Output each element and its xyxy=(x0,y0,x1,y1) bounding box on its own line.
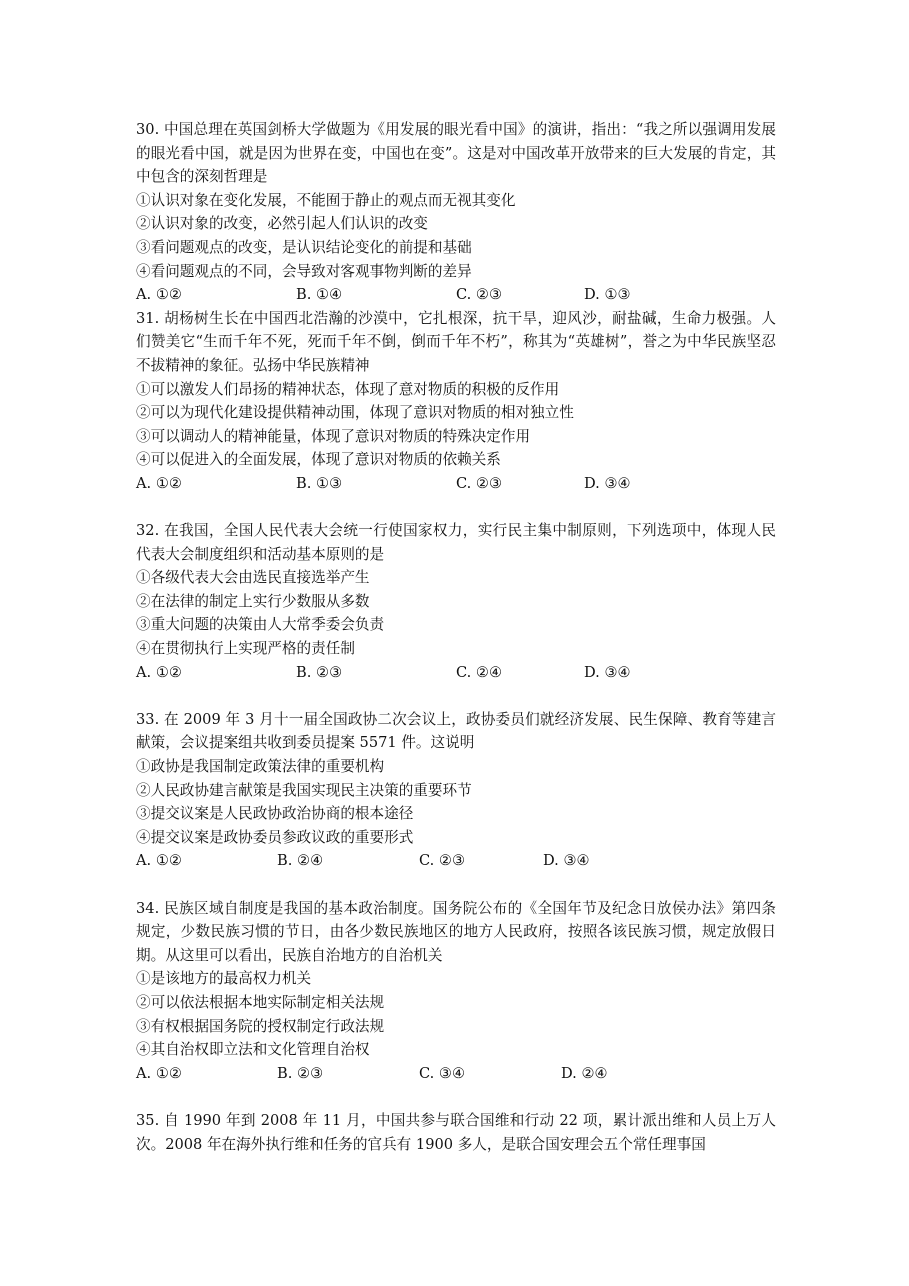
statement-3: ③重大问题的决策由人大常季委会负责 xyxy=(136,616,385,634)
answer-choices xyxy=(136,472,776,496)
question-stem: 34. 民族区域自制度是我国的基本政治制度。国务院公布的《全国年节及纪念日放侯办法》第四条规定，少数民族习惯的节日，由各少数民族地区的地方人民政府，按照各该民族习惯，规定放假日期。从这里可以看出，民族自治地方的自治机关 xyxy=(136,899,776,964)
choice-b: B. ②③ xyxy=(296,663,343,681)
statement-2: ②人民政协建言献策是我国实现民主决策的重要环节 xyxy=(136,781,472,799)
answer-choices xyxy=(136,849,776,873)
question-stem: 32. 在我国，全国人民代表大会统一行使国家权力，实行民主集中制原则，下列选项中，体现人民代表大会制度组织和活动基本原则的是 xyxy=(136,522,776,563)
choice-d: D. ③④ xyxy=(584,663,631,681)
answer-choices xyxy=(136,661,776,685)
statement-2: ②在法律的制定上实行少数服从多数 xyxy=(136,592,370,610)
choice-b: B. ①④ xyxy=(296,286,343,304)
page-content xyxy=(136,118,776,1156)
choice-a: A. ①② xyxy=(136,474,182,492)
question-spacer xyxy=(136,684,776,708)
statement-4: ④可以促进入的全面发展，体现了意识对物质的依赖关系 xyxy=(136,451,501,469)
choice-a: A. ①② xyxy=(136,852,182,870)
choice-a: A. ①② xyxy=(136,1064,182,1082)
statement-4: ④看问题观点的不同，会导致对客观事物判断的差异 xyxy=(136,262,472,280)
statement-2: ②可以为现代化建设提供精神动围，体现了意识对物质的相对独立性 xyxy=(136,404,574,422)
question-33 xyxy=(136,708,776,873)
statement-3: ③有权根据国务院的授权制定行政法规 xyxy=(136,1017,385,1035)
choice-a: A. ①② xyxy=(136,663,182,681)
choice-b: B. ②③ xyxy=(277,1064,324,1082)
question-32 xyxy=(136,519,776,684)
question-spacer xyxy=(136,873,776,897)
statement-1: ①是该地方的最高权力机关 xyxy=(136,970,312,988)
statement-2: ②可以依法根据本地实际制定相关法规 xyxy=(136,993,385,1011)
answer-choices xyxy=(136,1062,776,1086)
statement-1: ①认识对象在变化发展，不能囿于静止的观点而无视其变化 xyxy=(136,191,516,209)
statement-4: ④在贯彻执行上实现严格的责任制 xyxy=(136,640,355,658)
answer-choices xyxy=(136,283,776,307)
choice-c: C. ②③ xyxy=(419,852,466,870)
choice-b: B. ②④ xyxy=(277,852,324,870)
choice-d: D. ②④ xyxy=(561,1064,608,1082)
statement-4: ④提交议案是政协委员参政议政的重要形式 xyxy=(136,828,414,846)
question-34 xyxy=(136,897,776,1086)
choice-c: C. ②③ xyxy=(456,286,503,304)
statement-1: ①各级代表大会由选民直接选举产生 xyxy=(136,569,370,587)
statement-4: ④其自治权即立法和文化管理自治权 xyxy=(136,1041,370,1059)
question-stem: 30. 中国总理在英国剑桥大学做题为《用发展的眼光看中国》的演讲，指出：“我之所以强调用发展的眼光看中国，就是因为世界在变，中国也在变”。这是对中国改革开放带来的巨大发展的肯定，其中包含的深刻哲理是 xyxy=(136,121,776,186)
question-31 xyxy=(136,307,776,496)
question-30 xyxy=(136,118,776,307)
choice-c: C. ③④ xyxy=(419,1064,466,1082)
question-stem: 31. 胡杨树生长在中国西北浩瀚的沙漠中，它扎根深，抗干旱，迎风沙，耐盐碱，生命力极强。人们赞美它“生而千年不死，死而千年不倒，倒而千年不朽”，称其为“英雄树”，誉之为中华民族坚忍不拔精神的象征。弘扬中华民族精神 xyxy=(136,309,776,374)
choice-b: B. ①③ xyxy=(296,474,343,492)
choice-d: D. ③④ xyxy=(584,474,631,492)
question-stem: 33. 在 2009 年 3 月十一届全国政协二次会议上，政协委员们就经济发展、民生保障、教育等建言献策，会议提案组共收到委员提案 5571 件。这说明 xyxy=(136,710,776,752)
choice-a: A. ①② xyxy=(136,286,182,304)
choice-d: D. ①③ xyxy=(584,286,631,304)
statement-3: ③提交议案是人民政协政治协商的根本途径 xyxy=(136,805,414,823)
statement-3: ③看问题观点的改变，是认识结论变化的前提和基础 xyxy=(136,238,472,256)
question-spacer xyxy=(136,1085,776,1109)
question-stem: 35. 自 1990 年到 2008 年 11 月，中国共参与联合国维和行动 22 项，累计派出维和人员上万人次。2008 年在海外执行维和任务的官兵有 1900 多人，是联合国安理会五个常任理事国 xyxy=(136,1111,776,1153)
statement-3: ③可以调动人的精神能量，体现了意识对物质的特殊决定作用 xyxy=(136,427,531,445)
question-spacer xyxy=(136,496,776,520)
choice-d: D. ③④ xyxy=(543,852,590,870)
choice-c: C. ②④ xyxy=(456,663,503,681)
statement-1: ①政协是我国制定政策法律的重要机构 xyxy=(136,758,385,776)
choice-c: C. ②③ xyxy=(456,474,503,492)
question-35 xyxy=(136,1109,776,1156)
statement-1: ①可以激发人们昂扬的精神状态，体现了意对物质的积极的反作用 xyxy=(136,380,560,398)
statement-2: ②认识对象的改变，必然引起人们认识的改变 xyxy=(136,215,428,233)
